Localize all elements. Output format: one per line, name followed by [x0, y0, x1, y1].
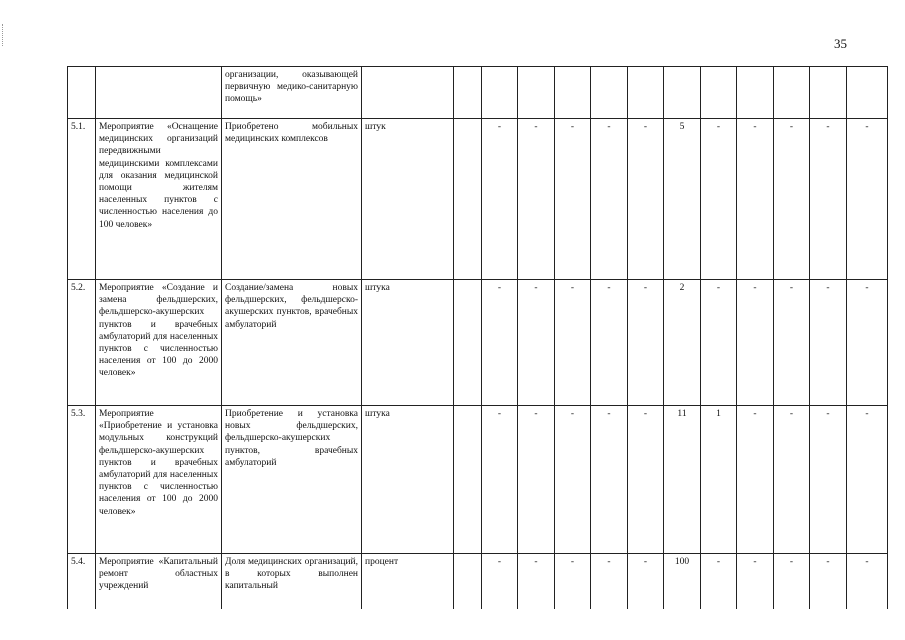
unit-cell: штука: [362, 280, 454, 406]
value-cell: -: [847, 119, 888, 280]
value-cell: [664, 67, 701, 119]
value-cell: -: [701, 119, 737, 280]
value-cell: -: [482, 119, 518, 280]
indicator-cell: Приобретено мобильных медицинских комплексов: [222, 119, 362, 280]
empty-cell: [454, 280, 482, 406]
event-name-cell: Мероприятие «Оснащение медицинских организаций передвижными медицинскими комплексами для оказания медицинской помощи жителям населенных пунктов с численностью населения до 100 человек»: [96, 119, 222, 280]
value-cell: -: [774, 280, 810, 406]
value-cell: -: [847, 554, 888, 609]
value-cell: -: [737, 406, 774, 554]
unit-cell: штук: [362, 119, 454, 280]
value-cell: [737, 67, 774, 119]
row-number-cell: 5.2.: [68, 280, 96, 406]
value-cell: -: [774, 119, 810, 280]
value-cell: -: [518, 280, 555, 406]
unit-cell: штука: [362, 406, 454, 554]
value-cell: -: [482, 280, 518, 406]
value-cell: -: [591, 554, 628, 609]
value-cell: -: [847, 406, 888, 554]
table-row: [68, 554, 888, 609]
value-cell: [628, 67, 664, 119]
value-cell: 2: [664, 280, 701, 406]
value-cell: -: [810, 554, 847, 609]
unit-cell: [362, 67, 454, 119]
value-cell: [555, 67, 591, 119]
value-cell: -: [774, 406, 810, 554]
row-number-cell: 5.3.: [68, 406, 96, 554]
value-cell: -: [591, 406, 628, 554]
value-cell: -: [555, 280, 591, 406]
value-cell: -: [628, 280, 664, 406]
value-cell: -: [628, 554, 664, 609]
value-cell: -: [810, 406, 847, 554]
value-cell: -: [701, 280, 737, 406]
value-cell: [701, 67, 737, 119]
value-cell: 5: [664, 119, 701, 280]
value-cell: -: [555, 554, 591, 609]
value-cell: -: [701, 554, 737, 609]
value-cell: -: [518, 119, 555, 280]
table-row: [68, 67, 888, 119]
event-name-cell: Мероприятие «Приобретение и установка модульных конструкций фельдшерско-акушерских пунктов и врачебных амбулаторий для населенных пунктов с численностью населения от 100 до 2000 человек»: [96, 406, 222, 554]
value-cell: [810, 67, 847, 119]
table-row: [68, 119, 888, 280]
event-name-cell: Мероприятие «Капитальный ремонт областных учреждений: [96, 554, 222, 609]
value-cell: -: [628, 119, 664, 280]
empty-cell: [454, 67, 482, 119]
value-cell: [591, 67, 628, 119]
value-cell: -: [737, 119, 774, 280]
value-cell: 100: [664, 554, 701, 609]
indicator-cell: организации, оказывающей первичную медико-санитарную помощь»: [222, 67, 362, 119]
value-cell: 11: [664, 406, 701, 554]
unit-cell: процент: [362, 554, 454, 609]
value-cell: [482, 67, 518, 119]
value-cell: -: [628, 406, 664, 554]
value-cell: [774, 67, 810, 119]
value-cell: -: [591, 119, 628, 280]
indicator-cell: Доля медицинских организаций, в которых выполнен капитальный: [222, 554, 362, 609]
value-cell: -: [737, 280, 774, 406]
value-cell: [518, 67, 555, 119]
table-row: [68, 406, 888, 554]
event-name-cell: [96, 67, 222, 119]
margin-binding-mark: [2, 24, 7, 46]
row-number-cell: 5.4.: [68, 554, 96, 609]
event-name-cell: Мероприятие «Создание и замена фельдшерских, фельдшерско-акушерских пунктов и врачебных амбулаторий для населенных пунктов с численностью населения от 100 до 2000 человек»: [96, 280, 222, 406]
row-number-cell: [68, 67, 96, 119]
value-cell: -: [591, 280, 628, 406]
value-cell: -: [810, 119, 847, 280]
value-cell: [847, 67, 888, 119]
value-cell: -: [737, 554, 774, 609]
row-number-cell: 5.1.: [68, 119, 96, 280]
indicator-cell: Приобретение и установка новых фельдшерских, фельдшерско-акушерских пунктов, врачебных амбулаторий: [222, 406, 362, 554]
value-cell: -: [482, 406, 518, 554]
value-cell: -: [555, 119, 591, 280]
value-cell: 1: [701, 406, 737, 554]
value-cell: -: [847, 280, 888, 406]
value-cell: -: [810, 280, 847, 406]
empty-cell: [454, 119, 482, 280]
value-cell: -: [555, 406, 591, 554]
page-number: 35: [834, 36, 847, 51]
empty-cell: [454, 554, 482, 609]
indicator-cell: Создание/замена новых фельдшерских, фельдшерско-акушерских пунктов, врачебных амбулаторий: [222, 280, 362, 406]
value-cell: -: [482, 554, 518, 609]
value-cell: -: [518, 554, 555, 609]
empty-cell: [454, 406, 482, 554]
value-cell: -: [518, 406, 555, 554]
table-row: [68, 280, 888, 406]
value-cell: -: [774, 554, 810, 609]
program-table: [67, 66, 888, 609]
